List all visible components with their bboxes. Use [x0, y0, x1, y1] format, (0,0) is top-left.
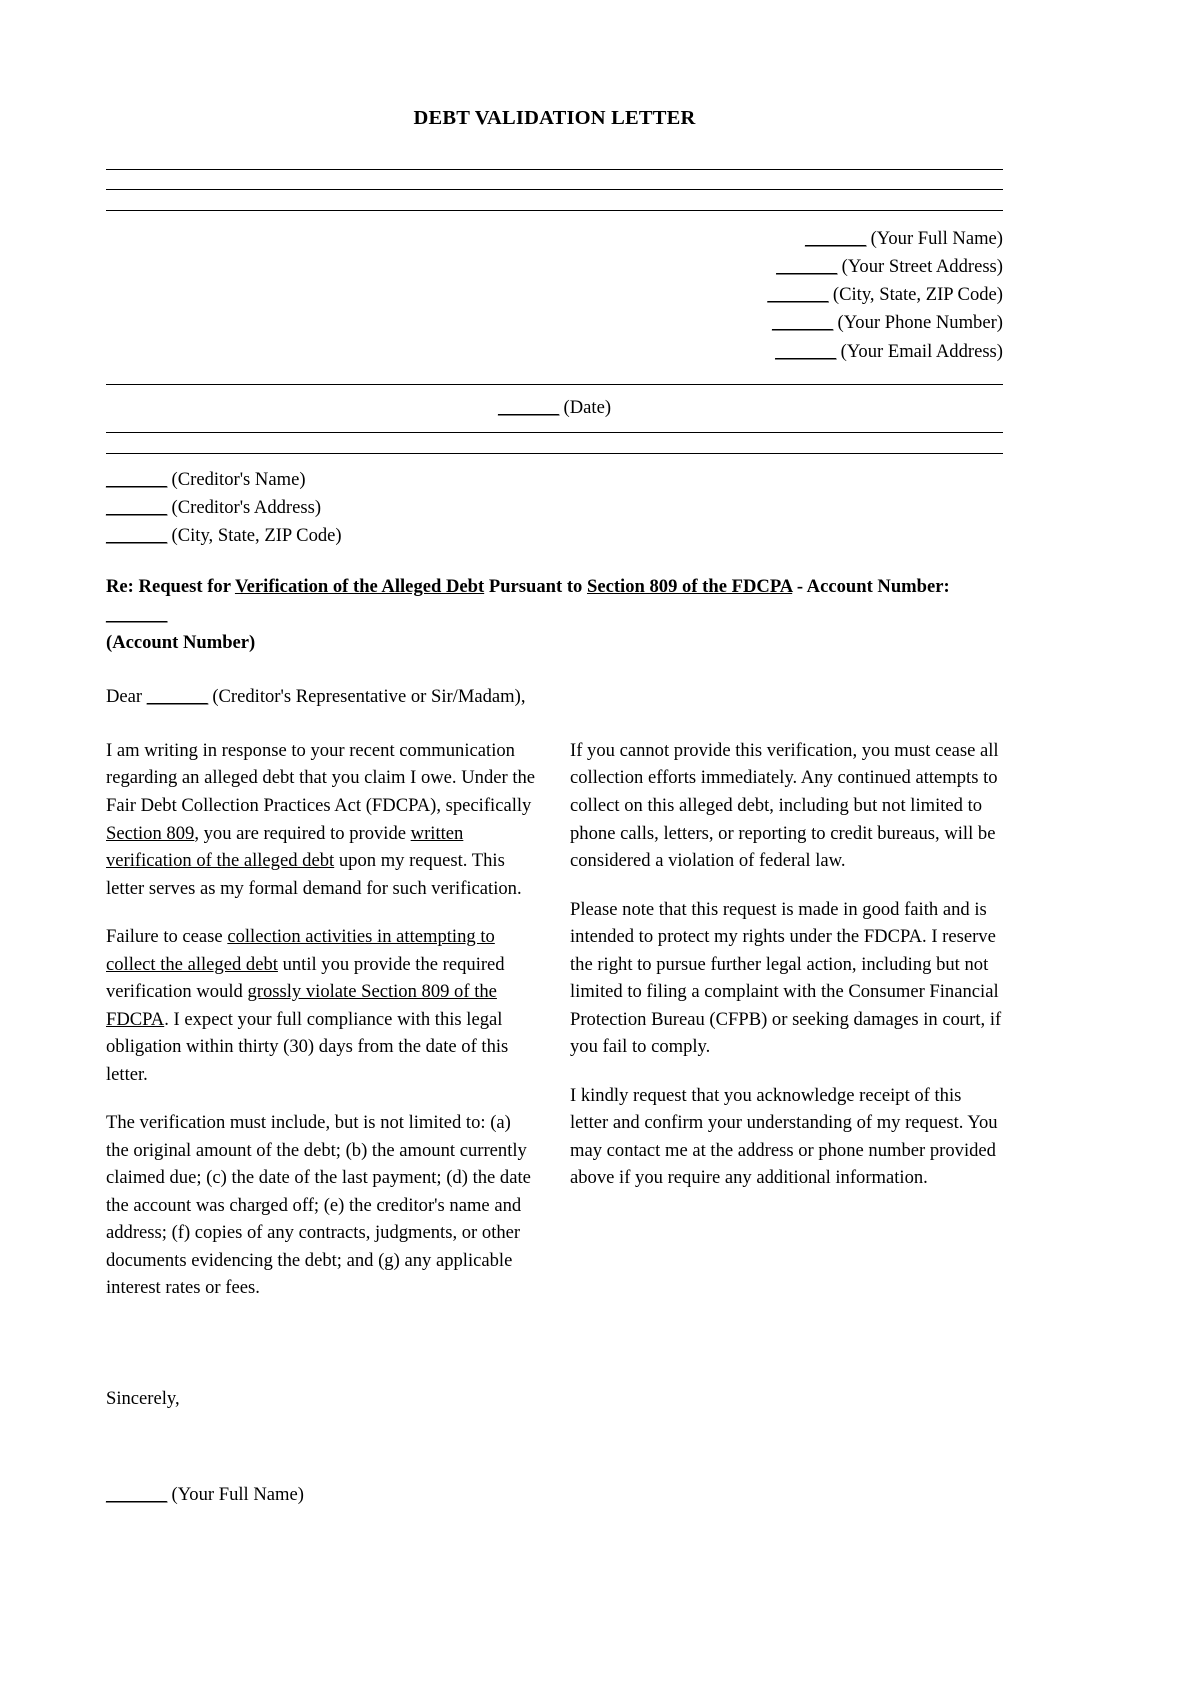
spacer-before-date-rule [106, 366, 1003, 384]
sender-label-email-address: (Your Email Address) [840, 340, 1003, 362]
sender-line-email-address [106, 338, 1003, 366]
left-paragraph-2 [106, 923, 538, 1088]
left-paragraph-1 [106, 737, 538, 902]
subject-underline-section-809: Section 809 of the FDCPA [587, 576, 793, 598]
subject-underline-verification: Verification of the Alleged Debt [234, 576, 485, 598]
sender-label-city-state-zip: (City, State, ZIP Code) [832, 284, 1003, 306]
blank-field-full-name[interactable]: _______ [805, 227, 866, 249]
left-p2-seg1: Failure to cease [106, 926, 228, 948]
left-p2-underline-grossly-violate: grossly violate Section 809 of the FDCPA [106, 981, 497, 1030]
left-p1-seg2: , you are required to provide [194, 822, 411, 844]
body-two-column-layout [106, 737, 1003, 1323]
salutation-line [106, 683, 1003, 711]
subject-part-4: (Account Number) [106, 632, 256, 654]
salutation-greeting: Dear [106, 686, 147, 708]
left-paragraph-3: The verification must include, but is not limited to: (a) the original amount of the debt; (b) the amount currently claimed due; (c) the date of the last payment; (d) the date the account was charged off; (e) the creditor's name and address; (f) copies of any contracts, judgments, or other documents evidencing the debt; and (g) any applicable interest rates or fees. [106, 1112, 531, 1299]
creditor-line-name [106, 466, 1003, 494]
subject-part-1: Re: Request for [106, 576, 235, 598]
signature-line [106, 1481, 1003, 1509]
signature-label: (Your Full Name) [171, 1483, 304, 1505]
sender-line-full-name [106, 225, 1003, 253]
creditor-line-address [106, 494, 1003, 522]
subject-part-3: - Account Number: [792, 576, 950, 598]
rule-spacer-1 [106, 170, 1003, 189]
blank-field-creditor-city-state-zip[interactable]: _______ [106, 524, 167, 546]
left-p2-seg3: . I expect your full compliance with this legal obligation within thirty (30) days from the date of this letter. [106, 1008, 509, 1085]
blank-field-creditor-name[interactable]: _______ [106, 468, 167, 490]
sender-line-street-address [106, 253, 1003, 281]
creditor-rule [106, 453, 1003, 454]
left-p1-seg3: upon my request. This letter serves as my formal demand for such verification. [106, 850, 522, 899]
blank-field-creditor-address[interactable]: _______ [106, 496, 167, 518]
letter-body [106, 0, 1003, 1509]
creditor-label-address: (Creditor's Address) [171, 496, 322, 518]
sender-line-city-state-zip [106, 281, 1003, 309]
blank-field-account-number[interactable]: _______ [106, 604, 167, 626]
blank-field-recipient-name[interactable]: _______ [146, 686, 208, 708]
left-p2-underline-collection-activities: collection activities in attempting to collect the alleged debt [106, 926, 495, 975]
subject-part-2: Pursuant to [484, 576, 587, 598]
sender-label-phone-number: (Your Phone Number) [837, 312, 1003, 334]
sender-label-full-name: (Your Full Name) [870, 227, 1003, 249]
creditor-address-block [106, 466, 1003, 550]
header-rule-3 [106, 210, 1003, 211]
left-p1-underline-section-809: Section 809 [106, 822, 195, 844]
blank-field-email-address[interactable]: _______ [775, 340, 836, 362]
date-label: (Date) [563, 396, 612, 418]
blank-field-city-state-zip[interactable]: _______ [767, 284, 829, 306]
rule-spacer-3 [106, 433, 1003, 453]
right-paragraph-1: If you cannot provide this verification, you must cease all collection efforts immediately. Any continued attempts to collect on this alleged debt, including but not limited to phone calls, letters, or reporting to credit bureaus, will be considered a violation of federal law. [570, 739, 999, 872]
blank-field-street-address[interactable]: _______ [776, 255, 838, 277]
left-column [106, 737, 538, 1323]
sender-line-phone-number [106, 309, 1003, 337]
closing-salutation: Sincerely, [106, 1387, 180, 1409]
salutation-label: (Creditor's Representative or Sir/Madam), [207, 686, 526, 708]
right-paragraph-2: Please note that this request is made in good faith and is intended to protect my rights under the FDCPA. I reserve the right to pursue further legal action, including but not limited to filing a complaint with the Consumer Financial Protection Bureau (CFPB) or seeking damages in court, if you fail to comply. [570, 898, 1002, 1058]
blank-field-date[interactable]: _______ [497, 396, 559, 418]
right-paragraph-3: I kindly request that you acknowledge receipt of this letter and confirm your understanding of my request. You may contact me at the address or phone number provided above if you require any additional information. [570, 1084, 998, 1189]
creditor-label-name: (Creditor's Name) [171, 468, 306, 490]
creditor-label-city-state-zip: (City, State, ZIP Code) [171, 524, 342, 546]
left-p1-underline-written-verification: written verification of the alleged debt [106, 822, 464, 872]
rule-spacer-2 [106, 190, 1003, 210]
sender-address-block [106, 225, 1003, 366]
subject-line [106, 573, 1003, 657]
sender-label-street-address: (Your Street Address) [841, 255, 1003, 277]
left-p1-seg1: I am writing in response to your recent communication regarding an alleged debt that you claim I owe. Under the Fair Debt Collection Practices Act (FDCPA), specifically [106, 739, 536, 816]
date-line [106, 385, 1003, 432]
page-title: DEBT VALIDATION LETTER [413, 107, 696, 129]
blank-field-signature-name[interactable]: _______ [106, 1483, 167, 1505]
right-column [570, 737, 1002, 1323]
creditor-line-city-state-zip [106, 522, 1003, 550]
left-p2-seg2: until you provide the required verification would [106, 953, 505, 1003]
blank-field-phone-number[interactable]: _______ [772, 312, 833, 334]
